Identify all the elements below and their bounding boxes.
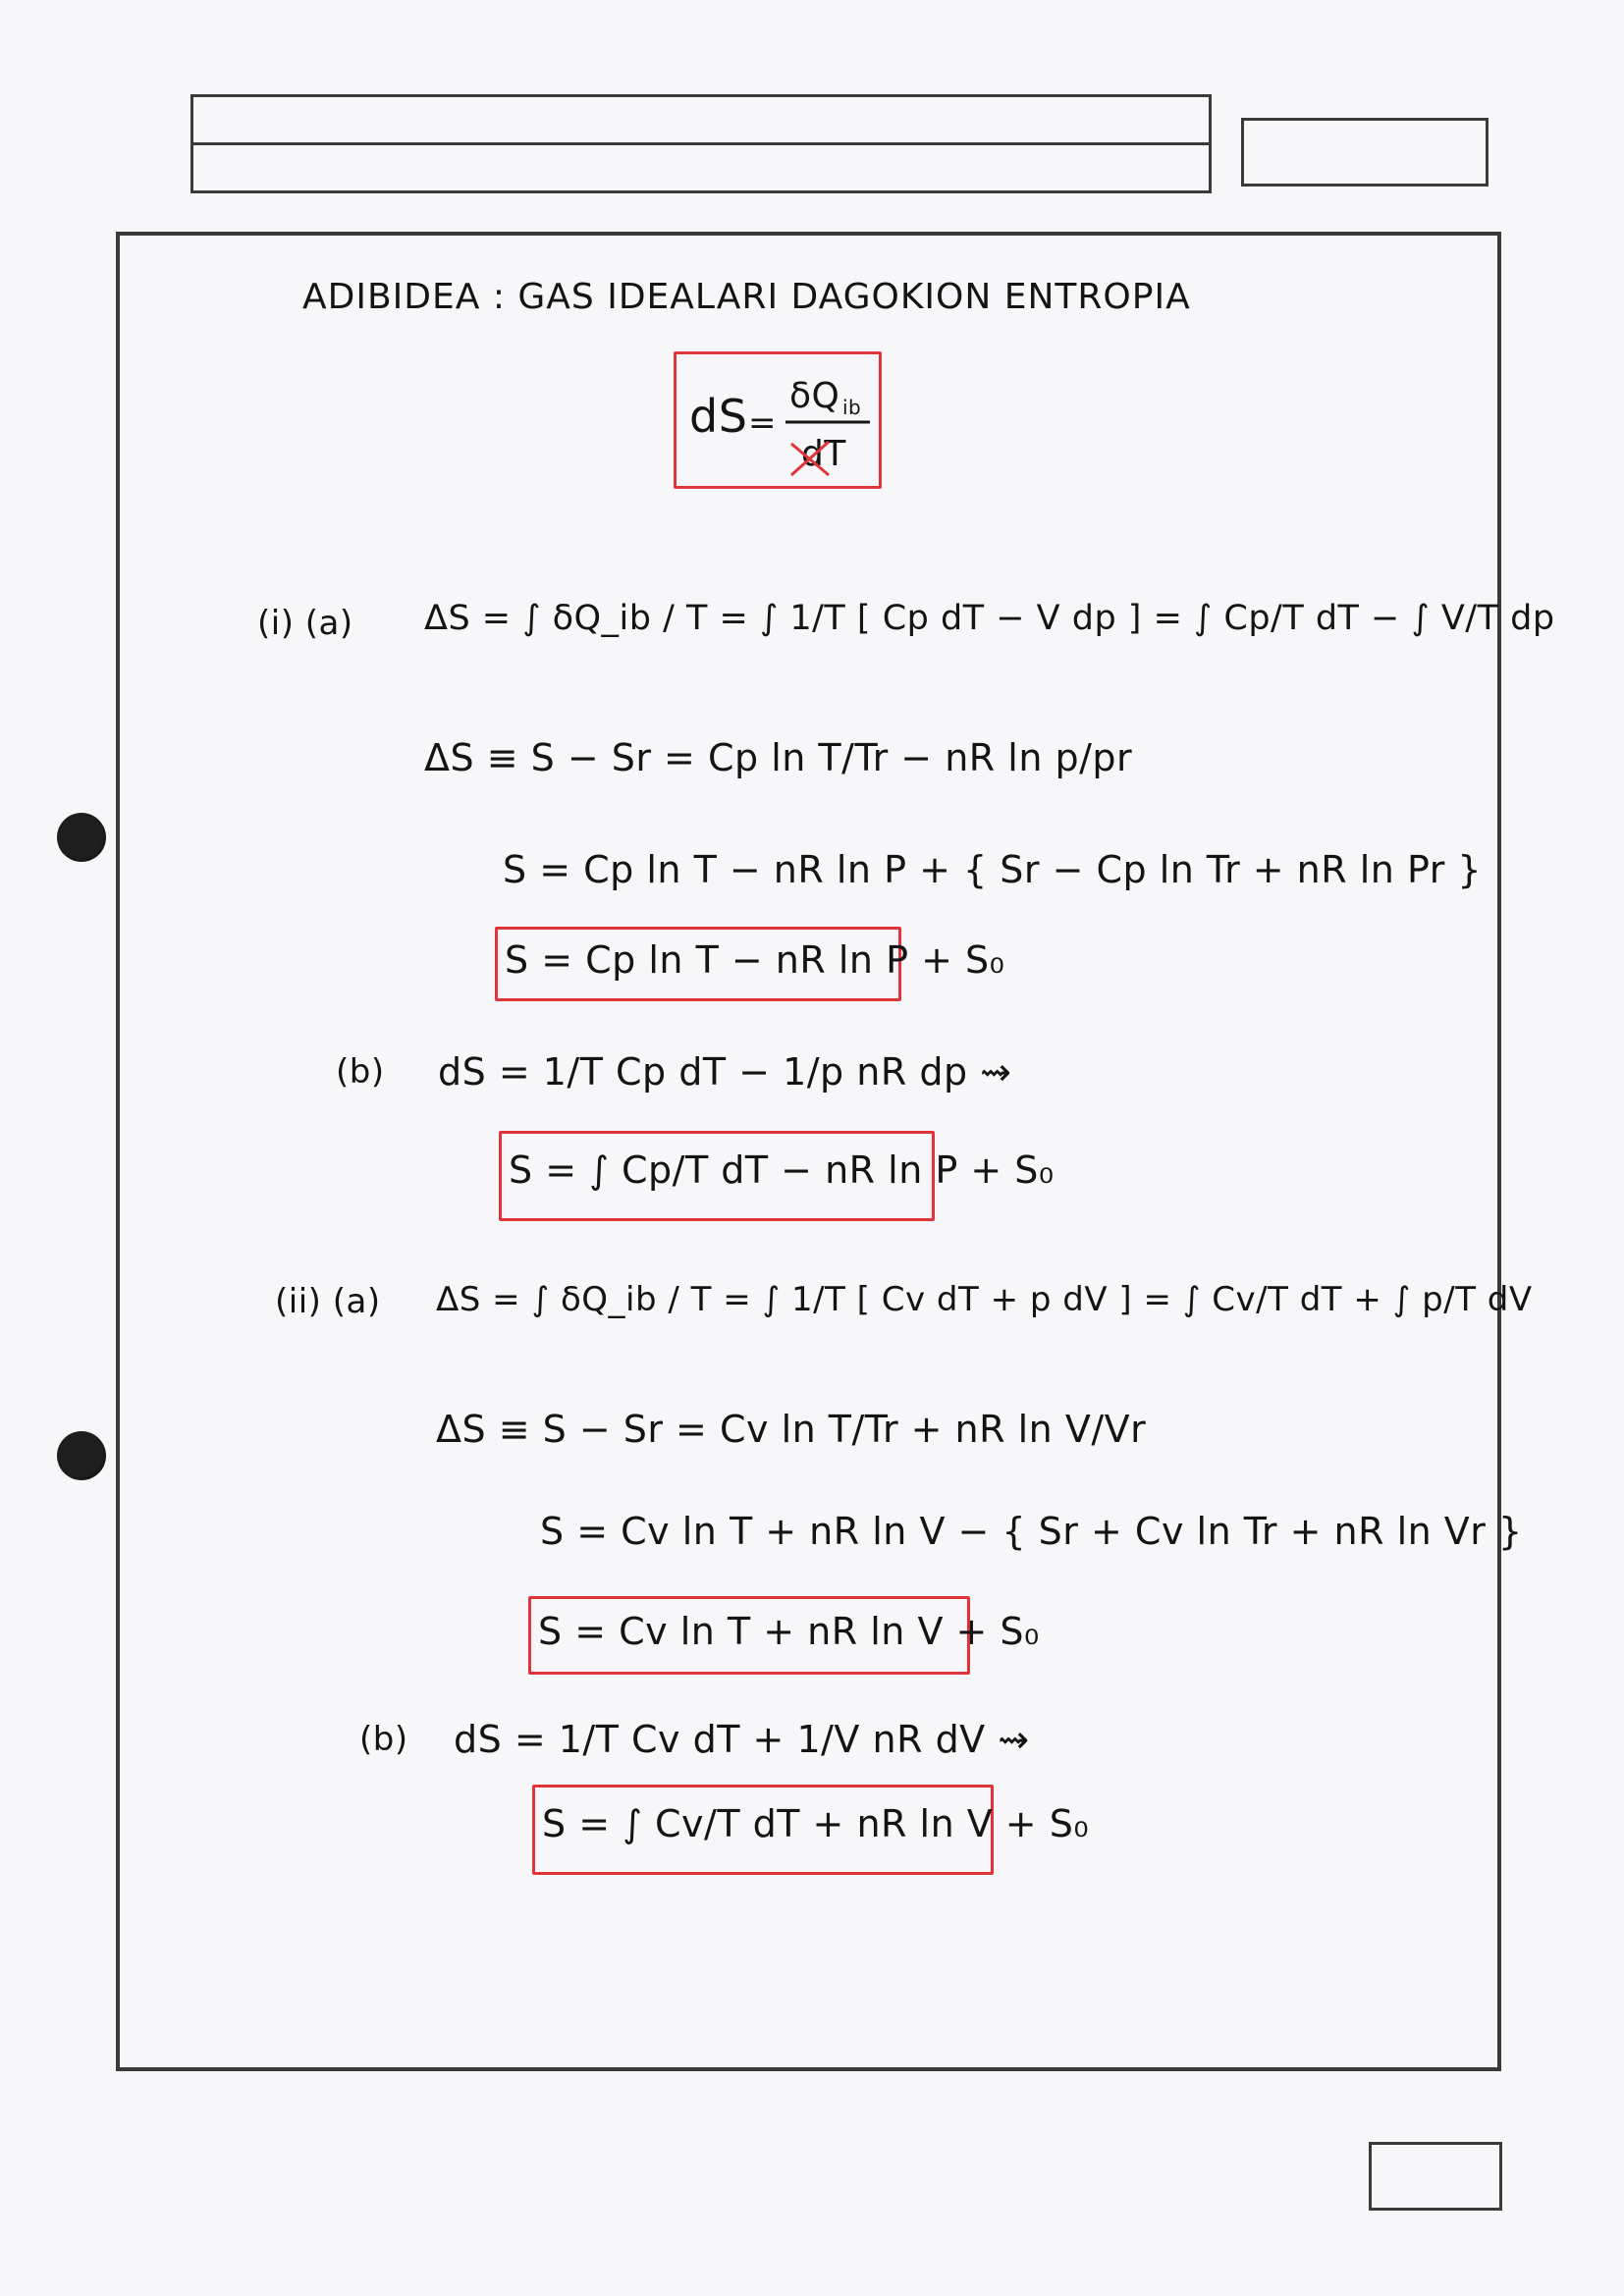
part-i-b-label: (b) bbox=[336, 1052, 385, 1092]
exercise-title: ADIBIDEA : GAS IDEALARI DAGOKION ENTROPIA bbox=[302, 277, 1191, 317]
svg-text:ib: ib bbox=[842, 396, 862, 419]
page-number-box bbox=[1369, 2142, 1502, 2211]
punch-hole-top bbox=[57, 813, 106, 862]
svg-text:dS: dS bbox=[689, 390, 748, 443]
svg-text:δQ: δQ bbox=[789, 376, 840, 416]
definition-formula bbox=[683, 363, 875, 481]
svg-text:dT: dT bbox=[801, 434, 846, 474]
part-ii-a-label: (ii) (a) bbox=[275, 1282, 381, 1321]
header-field-2 bbox=[190, 142, 1212, 193]
grade-box bbox=[1241, 118, 1489, 187]
definition-drawing bbox=[683, 363, 875, 481]
part-ii-b-label: (b) bbox=[359, 1720, 408, 1759]
part-i-a-label: (i) (a) bbox=[257, 604, 353, 643]
part-i-b-result: S = ∫ Cp/T dT − nR ln P + S₀ bbox=[509, 1148, 1055, 1192]
part-ii-a-line3: S = Cv ln T + nR ln V − { Sr + Cv ln Tr + nR ln Vr } bbox=[540, 1510, 1523, 1553]
part-i-b-line1: dS = 1/T Cp dT − 1/p nR dp ⇝ bbox=[438, 1050, 1012, 1094]
header-field-1 bbox=[190, 94, 1212, 145]
part-i-a-result: S = Cp ln T − nR ln P + S₀ bbox=[505, 938, 1005, 982]
part-ii-a-result: S = Cv ln T + nR ln V + S₀ bbox=[538, 1610, 1040, 1653]
svg-text:=: = bbox=[748, 403, 777, 443]
part-i-a-line3: S = Cp ln T − nR ln P + { Sr − Cp ln Tr + nR ln Pr } bbox=[503, 848, 1483, 891]
part-ii-b-line1: dS = 1/T Cv dT + 1/V nR dV ⇝ bbox=[454, 1718, 1030, 1761]
part-ii-a-line2: ΔS ≡ S − Sr = Cv ln T/Tr + nR ln V/Vr bbox=[436, 1408, 1147, 1451]
part-i-a-line1: ΔS = ∫ δQ_ib / T = ∫ 1/T [ Cp dT − V dp ] = ∫ Cp/T dT − ∫ V/T dp bbox=[424, 599, 1555, 638]
part-ii-b-result: S = ∫ Cv/T dT + nR ln V + S₀ bbox=[542, 1802, 1090, 1845]
part-ii-a-line1: ΔS = ∫ δQ_ib / T = ∫ 1/T [ Cv dT + p dV ] = ∫ Cv/T dT + ∫ p/T dV bbox=[436, 1280, 1533, 1319]
punch-hole-bottom bbox=[57, 1431, 106, 1480]
part-i-a-line2: ΔS ≡ S − Sr = Cp ln T/Tr − nR ln p/pr bbox=[424, 736, 1133, 779]
